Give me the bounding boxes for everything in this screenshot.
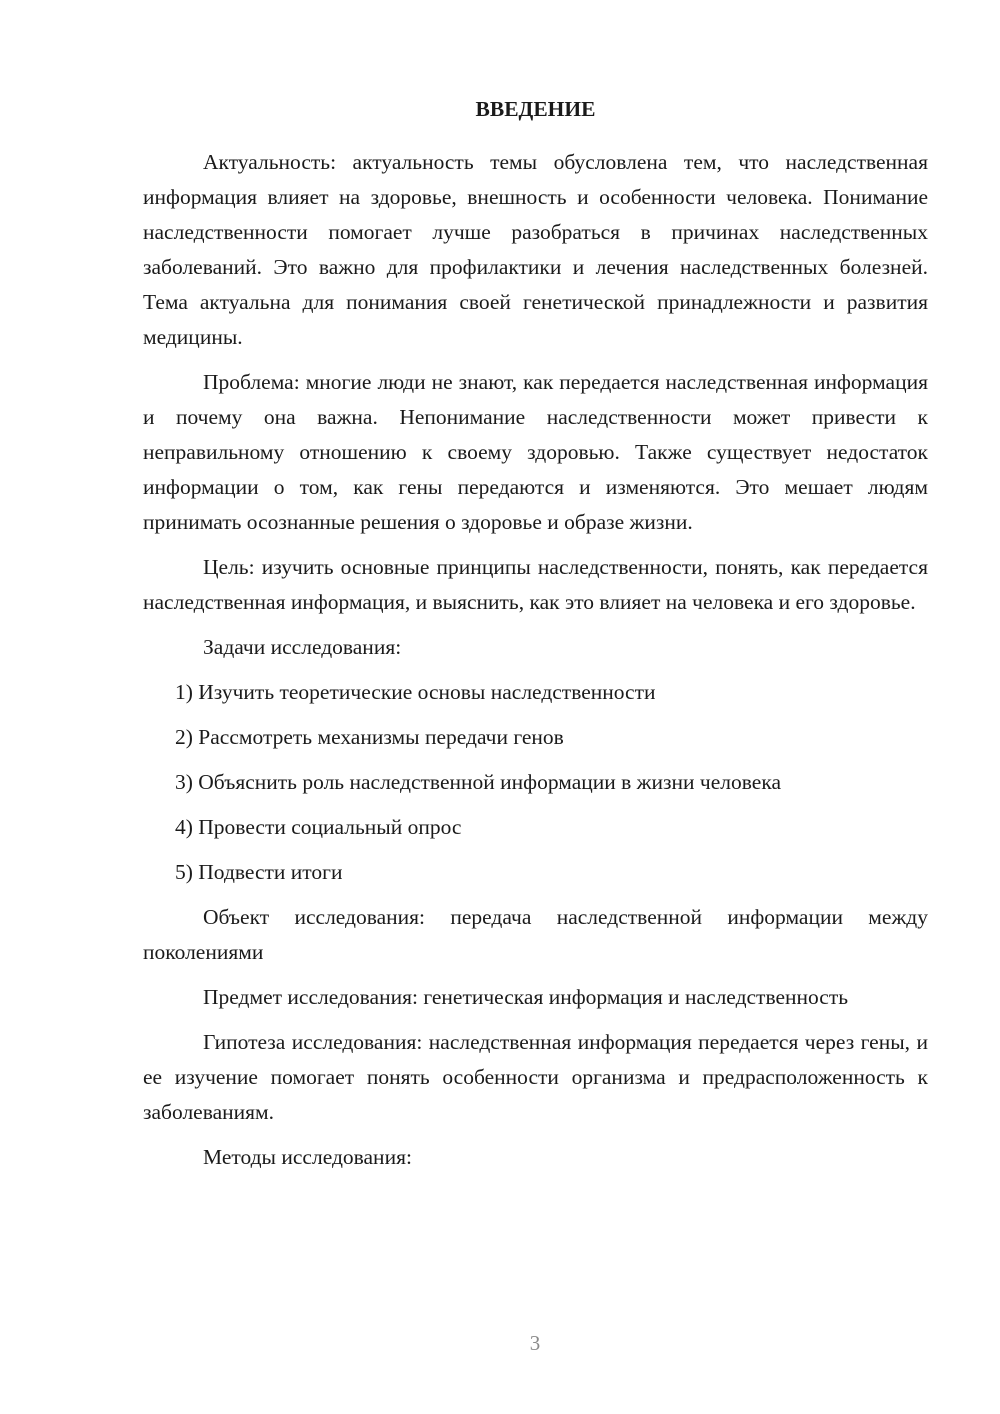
goal-paragraph: Цель: изучить основные принципы наследственности, понять, как передается наследственная информация, и выяснить, как это влияет на человека и его здоровье. bbox=[143, 555, 928, 614]
tasks-list bbox=[143, 675, 928, 890]
document-page bbox=[143, 92, 928, 1185]
task-item: 5) Подвести итоги bbox=[175, 860, 343, 884]
problem-paragraph: Проблема: многие люди не знают, как передается наследственная информация и почему она важна. Непонимание наследственности может привести к неправильному отношению к своему здоровью. Также существует недостаток информации о том, как гены передаются и изменяются. Это мешает людям принимать осознанные решения о здоровье и образе жизни. bbox=[143, 370, 928, 534]
object-paragraph: Объект исследования: передача наследственной информации между поколениями bbox=[143, 905, 928, 964]
relevance-paragraph: Актуальность: актуальность темы обусловлена тем, что наследственная информация влияет на здоровье, внешность и особенности человека. Понимание наследственности помогает лучше разобраться в причинах наследственных заболеваний. Это важно для профилактики и лечения наследственных болезней. Тема актуальна для понимания своей генетической принадлежности и развития медицины. bbox=[143, 150, 928, 349]
page-number: 3 bbox=[529, 1331, 541, 1355]
tasks-heading: Задачи исследования: bbox=[203, 635, 402, 659]
task-item: 1) Изучить теоретические основы наследственности bbox=[175, 680, 656, 704]
section-title: ВВЕДЕНИЕ bbox=[475, 97, 596, 121]
task-item: 2) Рассмотреть механизмы передачи генов bbox=[175, 725, 564, 749]
task-item: 4) Провести социальный опрос bbox=[175, 815, 462, 839]
methods-heading: Методы исследования: bbox=[203, 1145, 412, 1169]
hypothesis-paragraph: Гипотеза исследования: наследственная информация передается через гены, и ее изучение помогает понять особенности организма и предрасположенность к заболеваниям. bbox=[143, 1030, 928, 1124]
subject-paragraph: Предмет исследования: генетическая информация и наследственность bbox=[203, 985, 849, 1009]
task-item: 3) Объяснить роль наследственной информации в жизни человека bbox=[175, 770, 781, 794]
